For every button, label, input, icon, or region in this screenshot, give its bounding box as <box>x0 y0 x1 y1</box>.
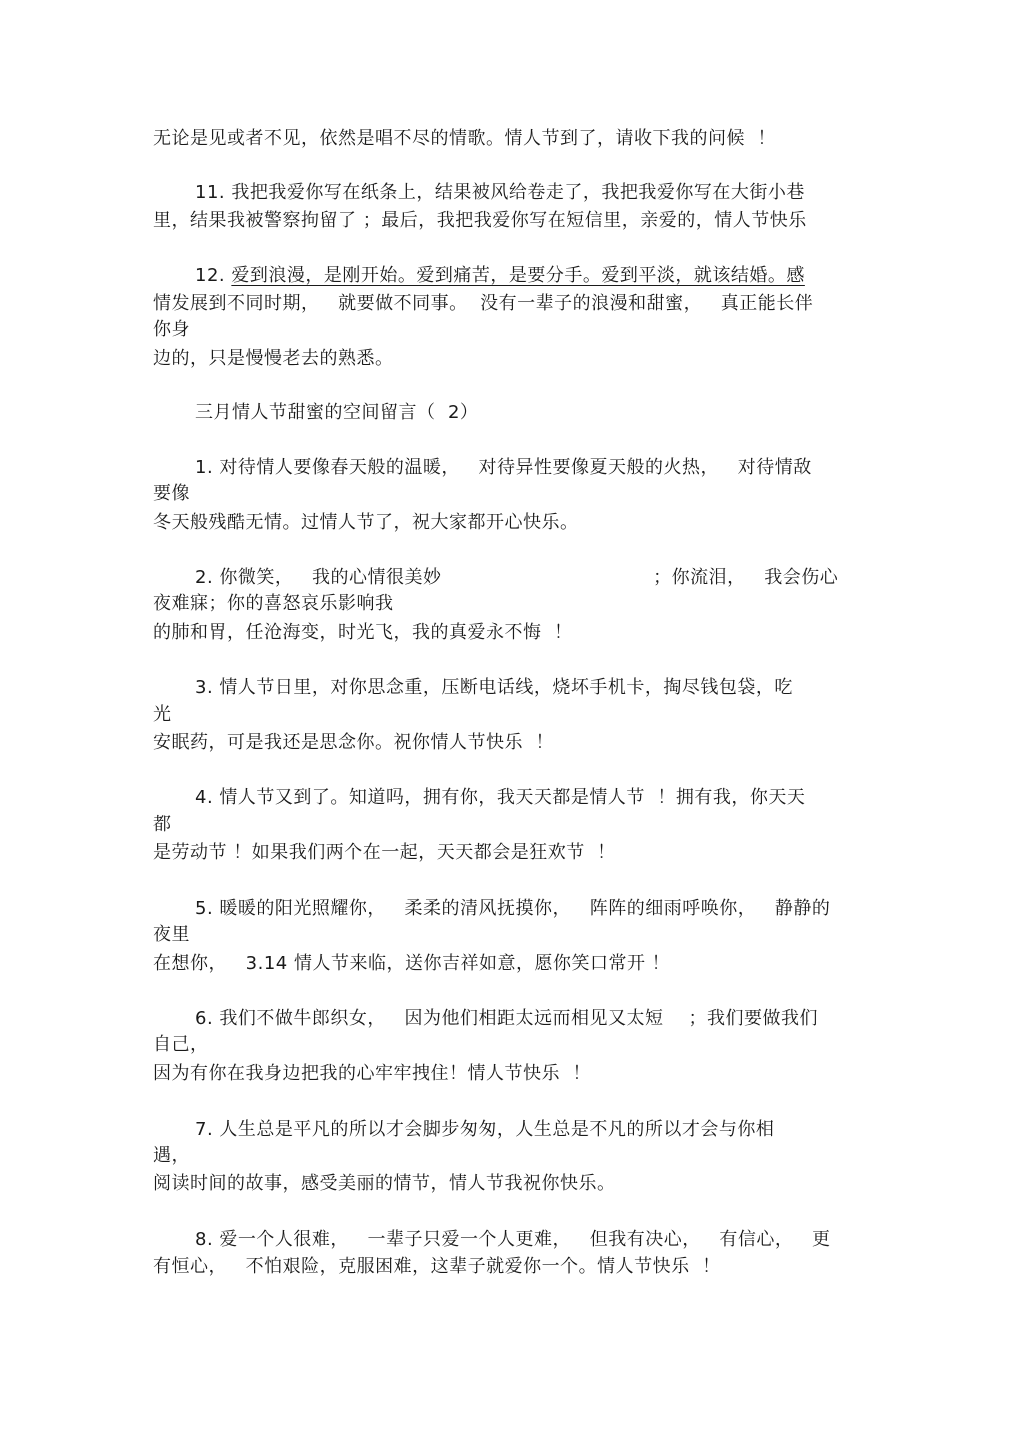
paragraph-6-line-2: 自己， <box>153 1034 209 1055</box>
paragraph-5-line-3: 在想你， 3.14 情人节来临，送你吉祥如意，愿你笑口常开 ！ <box>153 953 671 974</box>
paragraph-3-line-1: 3. 情人节日里，对你思念重，压断电话线，烧坏手机卡，掏尽钱包袋，吃 <box>195 677 793 698</box>
paragraph-12-line-3: 你身 <box>153 319 190 340</box>
paragraph-1-line-2: 要像 <box>153 483 190 504</box>
paragraph-4-line-3: 是劳动节 ！如果我们两个在一起，天天都会是狂欢节 ！ <box>153 842 616 863</box>
paragraph-2-line-1: 2. 你微笑， 我的心情很美妙 ；你流泪， 我会伤心 <box>195 567 839 588</box>
paragraph-1-line-3: 冬天般残酷无情。过情人节了，祝大家都开心快乐。 <box>153 512 579 533</box>
paragraph-3-line-2: 光 <box>153 704 172 725</box>
paragraph-4-line-1: 4. 情人节又到了。知道吗，拥有你，我天天都是情人节 ！拥有我，你天天 <box>195 787 806 808</box>
paragraph-1-line-1: 1. 对待情人要像春天般的温暖， 对待异性要像夏天般的火热， 对待情敌 <box>195 457 812 478</box>
paragraph-5-line-2: 夜里 <box>153 924 190 945</box>
paragraph-12-line-1 <box>195 264 805 288</box>
paragraph-7-line-1: 7. 人生总是平凡的所以才会脚步匆匆，人生总是不凡的所以才会与你相 <box>195 1119 775 1140</box>
paragraph-8-line-1: 8. 爱一个人很难， 一辈子只爱一个人更难， 但我有决心， 有信心， 更 <box>195 1229 831 1250</box>
paragraph-6-line-3: 因为有你在我身边把我的心牢牢拽住！情人节快乐 ！ <box>153 1063 591 1084</box>
paragraph-12-line-4: 边的，只是慢慢老去的熟悉。 <box>153 348 394 369</box>
paragraph-12-line-2: 情发展到不同时期， 就要做不同事。 没有一辈子的浪漫和甜蜜， 真正能长伴 <box>153 293 814 314</box>
paragraph-11-line-2: 里，结果我被警察拘留了 ；最后，我把我爱你写在短信里，亲爱的，情人节快乐 <box>153 210 807 231</box>
paragraph-7-line-2: 遇， <box>153 1145 190 1166</box>
paragraph-6-line-1: 6. 我们不做牛郎织女， 因为他们相距太远而相见又太短 ；我们要做我们 <box>195 1008 818 1029</box>
paragraph-11-line-1: 11. 我把我爱你写在纸条上，结果被风给卷走了，我把我爱你写在大街小巷 <box>195 182 805 203</box>
underlined-text: 爱到浪漫，是刚开始。爱到痛苦，是要分手。爱到平淡，就该结婚。感 <box>231 265 805 286</box>
item-number: 12. <box>195 265 232 286</box>
paragraph-2-line-2: 夜难寐；你的喜怒哀乐影响我 <box>153 593 394 614</box>
text-line: 无论是见或者不见，依然是唱不尽的情歌。情人节到了，请收下我的问候 ！ <box>153 128 776 149</box>
paragraph-8-line-2: 有恒心， 不怕艰险，克服困难，这辈子就爱你一个。情人节快乐 ！ <box>153 1256 721 1277</box>
paragraph-5-line-1: 5. 暖暖的阳光照耀你， 柔柔的清风抚摸你， 阵阵的细雨呼唤你， 静静的 <box>195 898 831 919</box>
paragraph-4-line-2: 都 <box>153 814 172 835</box>
paragraph-3-line-3: 安眠药，可是我还是思念你。祝你情人节快乐 ！ <box>153 732 554 753</box>
section-heading: 三月情人节甜蜜的空间留言（ 2） <box>195 402 479 423</box>
paragraph-2-line-3: 的肺和胃，任沧海变，时光飞，我的真爱永不悔 ！ <box>153 622 573 643</box>
paragraph-7-line-3: 阅读时间的故事，感受美丽的情节，情人节我祝你快乐。 <box>153 1173 616 1194</box>
